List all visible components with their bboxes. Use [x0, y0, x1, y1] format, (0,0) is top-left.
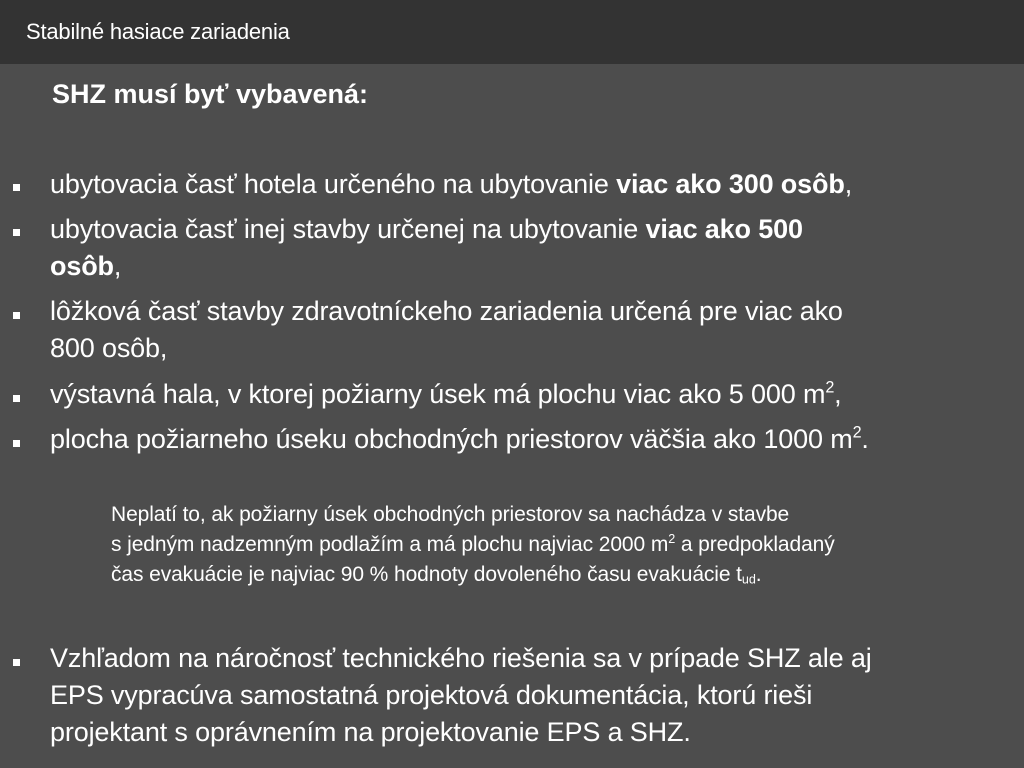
- bullet-icon: [13, 440, 20, 447]
- exception-note: [111, 500, 1011, 590]
- note-text: čas evakuácie je najviac 90 % hodnoty dovoleného času evakuácie t: [111, 563, 742, 586]
- note-line: Neplatí to, ak požiarny úsek obchodných priestorov sa nachádza v stavbe: [111, 503, 790, 526]
- bullet-item: [50, 376, 990, 413]
- bullet-line: projektant s oprávnením na projektovanie EPS a SHZ.: [50, 717, 691, 747]
- note-text: a predpokladaný: [675, 533, 835, 556]
- bullet-line: EPS vypracúva samostatná projektová dokumentácia, ktorú rieši: [50, 680, 813, 710]
- bullet-item: [50, 293, 990, 367]
- bullet-item: [50, 211, 990, 285]
- bullet-line: [50, 211, 990, 248]
- bullet-item: [50, 421, 990, 458]
- superscript: 2: [852, 423, 862, 442]
- slide-title: Stabilné hasiace zariadenia: [26, 19, 290, 44]
- bullet-item: [50, 640, 990, 751]
- bullet-icon: [13, 312, 20, 319]
- note-text: .: [755, 563, 762, 586]
- superscript: 2: [825, 378, 835, 397]
- superscript: 2: [668, 531, 676, 546]
- bullet-line: 800 osôb,: [50, 333, 168, 363]
- bullet-punctuation: .: [861, 424, 869, 454]
- bullet-icon: [13, 659, 20, 666]
- note-text: s jedným nadzemným podlažím a má plochu najviac 2000 m: [111, 533, 669, 556]
- bullet-line: [50, 248, 990, 285]
- bullet-punctuation: ,: [844, 169, 853, 199]
- bullet-text: ubytovacia časť hotela určeného na ubytovanie: [50, 169, 617, 199]
- subscript: ud: [741, 572, 756, 587]
- bullet-emphasis: osôb: [50, 251, 114, 281]
- bullet-text: výstavná hala, v ktorej požiarny úsek má plochu viac ako 5 000 m: [50, 379, 826, 409]
- slide-header: [0, 0, 1024, 64]
- bullet-icon: [13, 229, 20, 236]
- bullet-line: lôžková časť stavby zdravotníckeho zariadenia určená pre viac ako: [50, 296, 843, 326]
- bullet-icon: [13, 395, 20, 402]
- bullet-item: [50, 166, 990, 203]
- note-line: [111, 530, 1011, 560]
- section-heading: SHZ musí byť vybavená:: [52, 79, 369, 109]
- bullet-icon: [13, 184, 20, 191]
- bullet-text: ubytovacia časť inej stavby určenej na ubytovanie: [50, 214, 646, 244]
- bullet-punctuation: ,: [113, 251, 122, 281]
- note-line: [111, 560, 1011, 590]
- bullet-line: Vzhľadom na náročnosť technického riešenia sa v prípade SHZ ale aj: [50, 643, 872, 673]
- bullet-emphasis: viac ako 500: [645, 214, 803, 244]
- bullet-punctuation: ,: [834, 379, 842, 409]
- bullet-emphasis: viac ako 300 osôb: [616, 169, 845, 199]
- bullet-text: plocha požiarneho úseku obchodných priestorov väčšia ako 1000 m: [50, 424, 853, 454]
